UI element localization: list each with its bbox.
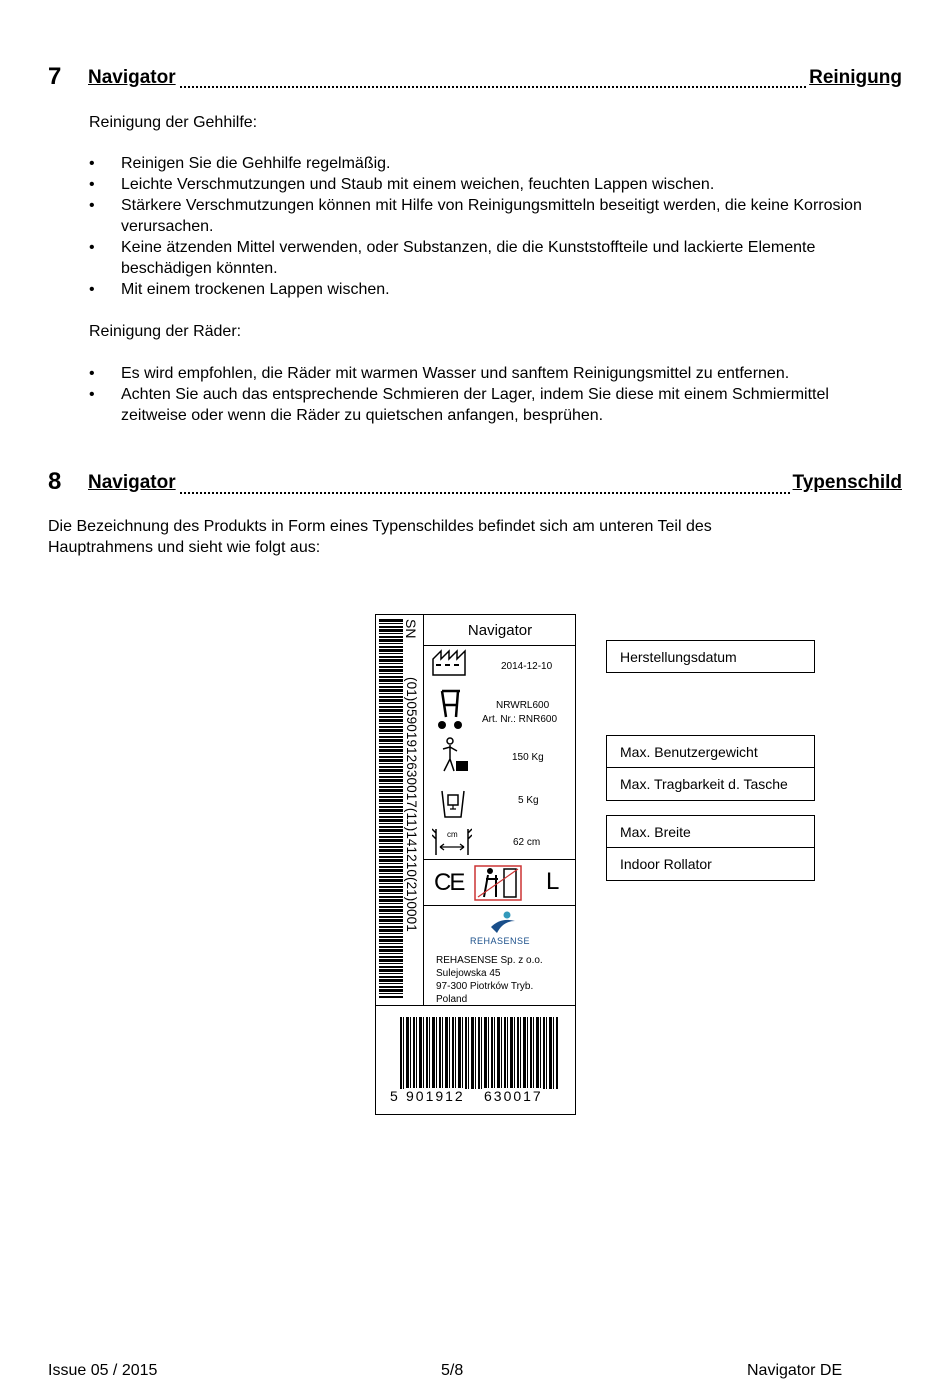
section8-left-title: Navigator (88, 472, 176, 493)
section7-bullets-gehhilfe (89, 153, 889, 300)
label-max-benutzergewicht: Max. Benutzergewicht (606, 735, 815, 768)
plate-address-3: 97-300 Piotrków Tryb. (436, 981, 534, 992)
plate-max-user-weight: 150 Kg (512, 752, 544, 763)
ean-divider (376, 1005, 576, 1006)
bag-load-icon (440, 783, 466, 824)
plate-brand: REHASENSE (470, 936, 531, 946)
label-indoor-rollator: Indoor Rollator (606, 847, 815, 881)
list-item: • Reinigen Sie die Gehhilfe regelmäßig. (89, 153, 889, 174)
serial-code: (01)05901912630017(11)141210(21)0001 (404, 677, 419, 932)
label-max-tragbarkeit: Max. Tragbarkeit d. Tasche (606, 767, 815, 801)
section7-left-title: Navigator (88, 67, 176, 88)
section7-dotted-leader (88, 86, 902, 88)
plate-address-4: Poland (436, 994, 468, 1005)
footer-issue: Issue 05 / 2015 (48, 1362, 158, 1379)
ean-digits-left: 901912 (406, 1088, 465, 1104)
footer-page-number: 5/8 (441, 1362, 464, 1379)
rollator-icon (434, 687, 466, 736)
logo-row-divider (423, 905, 576, 906)
plate-date: 2014-12-10 (501, 661, 553, 672)
section7-bullets-raeder (89, 363, 889, 426)
ean-digits-right: 630017 (484, 1088, 543, 1104)
label-max-breite: Max. Breite (606, 815, 815, 848)
ean-barcode (400, 1017, 558, 1089)
list-item: • Achten Sie auch das entsprechende Schmieren der Lager, indem Sie diese mit einem Schmiermittel zeitweise oder wenn die Räder zu quietschen anfangen, besprühen. (89, 384, 889, 426)
list-item: • Leichte Verschmutzungen und Staub mit einem weichen, feuchten Lappen wischen. (89, 174, 889, 195)
plate-product-name: Navigator (424, 615, 576, 646)
plate-article: Art. Nr.: RNR600 (482, 714, 558, 725)
section7-intro-gehhilfe: Reinigung der Gehhilfe: (89, 114, 258, 131)
user-weight-icon (438, 737, 470, 778)
width-icon-unit: cm (447, 830, 458, 839)
section8-paragraph: Die Bezeichnung des Produkts in Form eines Typenschildes befindet sich am unteren Teil des Hauptrahmens und sieht wie folgt aus: (48, 518, 712, 556)
plate-address-1: REHASENSE Sp. z o.o. (436, 955, 543, 966)
section7-number: 7 (48, 63, 62, 90)
plate-divider (423, 615, 424, 1005)
list-item: • Es wird empfohlen, die Räder mit warmen Wasser und sanftem Reinigungsmittel zu entfernen. (89, 363, 889, 384)
type-plate (375, 614, 576, 1115)
section8-right-title: Typenschild (792, 472, 902, 493)
indoor-use-icon (474, 865, 522, 906)
section8-number: 8 (48, 468, 62, 495)
serial-sn-label: SN (403, 619, 419, 639)
vertical-barcode (379, 619, 403, 999)
plate-size: L (546, 868, 560, 895)
factory-icon (431, 647, 471, 682)
list-item: • Stärkere Verschmutzungen können mit Hilfe von Reinigungsmitteln beseitigt werden, die keine Korrosion verursachen. (89, 195, 889, 237)
footer-document-name: Navigator DE (747, 1362, 843, 1379)
plate-width: 62 cm (513, 837, 541, 848)
list-item: • Keine ätzenden Mittel verwenden, oder Substanzen, die die Kunststoffteile und lackierte Elemente beschädigen könnten. (89, 237, 889, 279)
plate-model: NRWRL600 (496, 700, 550, 711)
ce-row-divider (423, 859, 576, 860)
plate-max-bag-load: 5 Kg (518, 795, 539, 806)
ean-digit-first: 5 (390, 1088, 398, 1104)
section7-right-title: Reinigung (809, 67, 902, 88)
plate-address-2: Sulejowska 45 (436, 968, 501, 979)
ce-mark: CE (434, 869, 464, 896)
list-item: • Mit einem trockenen Lappen wischen. (89, 279, 889, 300)
section8-dotted-leader (88, 492, 902, 494)
section7-intro-raeder: Reinigung der Räder: (89, 323, 242, 340)
label-herstellungsdatum: Herstellungsdatum (606, 640, 815, 673)
